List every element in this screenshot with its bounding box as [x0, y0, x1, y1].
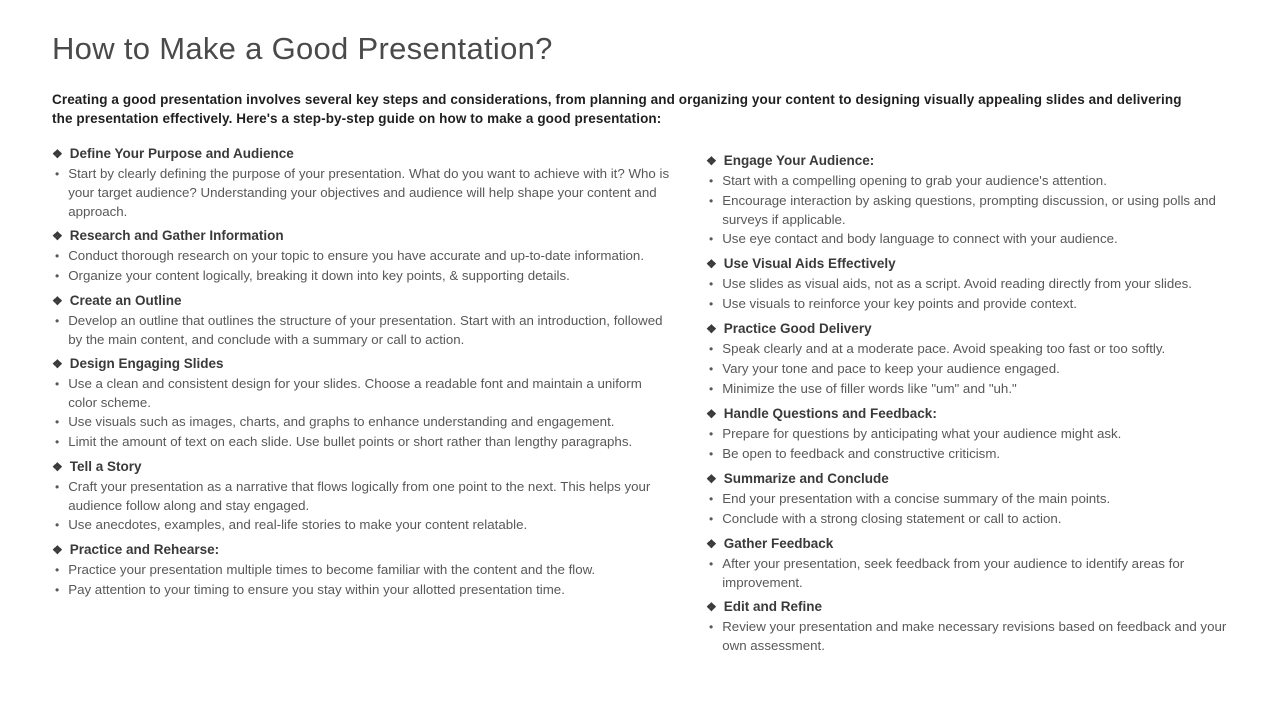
bullet-item [52, 246, 672, 266]
dot-bullet-icon: • [55, 583, 60, 597]
section-heading-text: Summarize and Conclude [723, 471, 889, 486]
section [706, 534, 1242, 592]
bullet-text: Conclude with a strong closing statement or call to action. [722, 511, 1062, 526]
dot-bullet-icon: • [709, 194, 714, 208]
section-heading-text: Gather Feedback [723, 536, 834, 551]
dot-bullet-icon: • [55, 563, 60, 577]
bullet-item [52, 164, 672, 221]
dot-bullet-icon: • [709, 382, 714, 396]
bullet-item [706, 229, 1242, 249]
section-heading-text: Define Your Purpose and Audience [69, 146, 294, 161]
section-heading-text: Engage Your Audience: [723, 153, 875, 168]
dot-bullet-icon: • [709, 232, 714, 246]
intro-paragraph: Creating a good presentation involves several key steps and considerations, from planning and organizing your content to designing visually appealing slides and delivering the presentation effectively. Here's a step-by-step guide on how to make a good presentation: [52, 92, 1182, 126]
section-heading [706, 254, 1242, 274]
diamond-bullet-icon: ❖ [706, 322, 717, 336]
bullet-text: Craft your presentation as a narrative that flows logically from one point to the next. This helps your audience follow along and stay engaged. [68, 479, 651, 513]
section [52, 226, 672, 286]
dot-bullet-icon: • [709, 174, 714, 188]
bullet-item [706, 294, 1242, 314]
dot-bullet-icon: • [709, 512, 714, 526]
bullet-text: Start by clearly defining the purpose of your presentation. What do you want to achieve with it? Who is your target audience? Understanding your objectives and audience will help shape your content and approach. [68, 166, 670, 219]
dot-bullet-icon: • [55, 518, 60, 532]
dot-bullet-icon: • [709, 427, 714, 441]
diamond-bullet-icon: ❖ [706, 600, 717, 614]
section [52, 144, 672, 221]
diamond-bullet-icon: ❖ [706, 154, 717, 168]
bullet-text: Use slides as visual aids, not as a script. Avoid reading directly from your slides. [722, 276, 1192, 291]
section [52, 540, 672, 600]
bullet-text: Start with a compelling opening to grab your audience's attention. [722, 173, 1107, 188]
bullet-item [52, 515, 672, 535]
section-heading-text: Create an Outline [69, 293, 182, 308]
section-heading [52, 144, 672, 164]
diamond-bullet-icon: ❖ [52, 357, 63, 371]
dot-bullet-icon: • [55, 480, 60, 494]
diamond-bullet-icon: ❖ [52, 294, 63, 308]
bullet-text: Use eye contact and body language to connect with your audience. [722, 231, 1118, 246]
section-heading [706, 151, 1242, 171]
bullet-text: Vary your tone and pace to keep your audience engaged. [722, 361, 1060, 376]
section-heading-text: Handle Questions and Feedback: [723, 406, 937, 421]
section-heading-text: Use Visual Aids Effectively [723, 256, 896, 271]
dot-bullet-icon: • [709, 362, 714, 376]
dot-bullet-icon: • [55, 249, 60, 263]
bullet-text: End your presentation with a concise summary of the main points. [722, 491, 1111, 506]
bullet-text: Use anecdotes, examples, and real-life stories to make your content relatable. [68, 517, 528, 532]
bullet-text: Use a clean and consistent design for your slides. Choose a readable font and maintain a uniform color scheme. [68, 376, 642, 410]
section [706, 254, 1242, 314]
section-heading [706, 469, 1242, 489]
bullet-item [52, 266, 672, 286]
section-heading [52, 540, 672, 560]
bullet-item [52, 432, 672, 452]
bullet-item [706, 379, 1242, 399]
bullet-text: Practice your presentation multiple times to become familiar with the content and the flow. [68, 562, 596, 577]
bullet-text: Prepare for questions by anticipating what your audience might ask. [722, 426, 1122, 441]
dot-bullet-icon: • [55, 435, 60, 449]
section-heading [52, 354, 672, 374]
bullet-text: Speak clearly and at a moderate pace. Avoid speaking too fast or too softly. [722, 341, 1166, 356]
bullet-item [706, 444, 1242, 464]
section-heading [52, 226, 672, 246]
section [706, 597, 1242, 655]
section-heading-text: Practice Good Delivery [723, 321, 872, 336]
section-heading-text: Edit and Refine [723, 599, 823, 614]
diamond-bullet-icon: ❖ [52, 229, 63, 243]
section-heading [706, 534, 1242, 554]
dot-bullet-icon: • [709, 620, 714, 634]
bullet-item [706, 171, 1242, 191]
bullet-item [706, 554, 1242, 592]
bullet-text: Conduct thorough research on your topic to ensure you have accurate and up-to-date information. [68, 248, 645, 263]
diamond-bullet-icon: ❖ [706, 407, 717, 421]
bullet-item [52, 374, 672, 412]
dot-bullet-icon: • [709, 342, 714, 356]
bullet-text: Encourage interaction by asking questions, prompting discussion, or using polls and surveys if applicable. [722, 193, 1216, 227]
bullet-item [706, 489, 1242, 509]
section [52, 354, 672, 452]
bullet-text: Use visuals to reinforce your key points and provide context. [722, 296, 1077, 311]
bullet-item [706, 359, 1242, 379]
section [52, 291, 672, 349]
section-heading [706, 319, 1242, 339]
diamond-bullet-icon: ❖ [52, 147, 63, 161]
dot-bullet-icon: • [709, 277, 714, 291]
section [706, 151, 1242, 249]
bullet-item [706, 424, 1242, 444]
bullet-text: Develop an outline that outlines the structure of your presentation. Start with an introduction, followed by the main content, and conclude with a summary or call to action. [68, 313, 663, 347]
section-heading [706, 597, 1242, 617]
column-right [706, 144, 1242, 660]
section [706, 319, 1242, 399]
bullet-text: Review your presentation and make necessary revisions based on feedback and your own assessment. [722, 619, 1227, 653]
diamond-bullet-icon: ❖ [706, 537, 717, 551]
bullet-item [52, 412, 672, 432]
section-heading-text: Design Engaging Slides [69, 356, 224, 371]
section-heading-text: Research and Gather Information [69, 228, 284, 243]
dot-bullet-icon: • [55, 314, 60, 328]
dot-bullet-icon: • [55, 415, 60, 429]
bullet-text: After your presentation, seek feedback from your audience to identify areas for improvement. [722, 556, 1185, 590]
page-title: How to Make a Good Presentation? [52, 31, 553, 66]
columns [52, 144, 1236, 660]
dot-bullet-icon: • [55, 167, 60, 181]
dot-bullet-icon: • [55, 269, 60, 283]
bullet-text: Be open to feedback and constructive criticism. [722, 446, 1001, 461]
bullet-item [52, 311, 672, 349]
section [706, 404, 1242, 464]
section-heading [706, 404, 1242, 424]
diamond-bullet-icon: ❖ [52, 543, 63, 557]
bullet-text: Organize your content logically, breaking it down into key points, & supporting details. [68, 268, 570, 283]
dot-bullet-icon: • [709, 297, 714, 311]
section-heading-text: Tell a Story [69, 459, 142, 474]
diamond-bullet-icon: ❖ [706, 257, 717, 271]
diamond-bullet-icon: ❖ [52, 460, 63, 474]
bullet-item [706, 509, 1242, 529]
bullet-item [52, 560, 672, 580]
bullet-item [52, 580, 672, 600]
bullet-item [706, 339, 1242, 359]
bullet-item [706, 274, 1242, 294]
bullet-text: Limit the amount of text on each slide. Use bullet points or short rather than lengthy paragraphs. [68, 434, 633, 449]
section-heading-text: Practice and Rehearse: [69, 542, 220, 557]
dot-bullet-icon: • [709, 447, 714, 461]
bullet-text: Pay attention to your timing to ensure you stay within your allotted presentation time. [68, 582, 565, 597]
diamond-bullet-icon: ❖ [706, 472, 717, 486]
bullet-item [706, 617, 1242, 655]
bullet-item [706, 191, 1242, 229]
section-heading [52, 457, 672, 477]
dot-bullet-icon: • [709, 492, 714, 506]
column-left [52, 144, 672, 605]
bullet-item [52, 477, 672, 515]
section [706, 469, 1242, 529]
dot-bullet-icon: • [709, 557, 714, 571]
bullet-text: Minimize the use of filler words like "um" and "uh." [722, 381, 1017, 396]
section-heading [52, 291, 672, 311]
dot-bullet-icon: • [55, 377, 60, 391]
bullet-text: Use visuals such as images, charts, and graphs to enhance understanding and engagement. [68, 414, 615, 429]
section [52, 457, 672, 535]
